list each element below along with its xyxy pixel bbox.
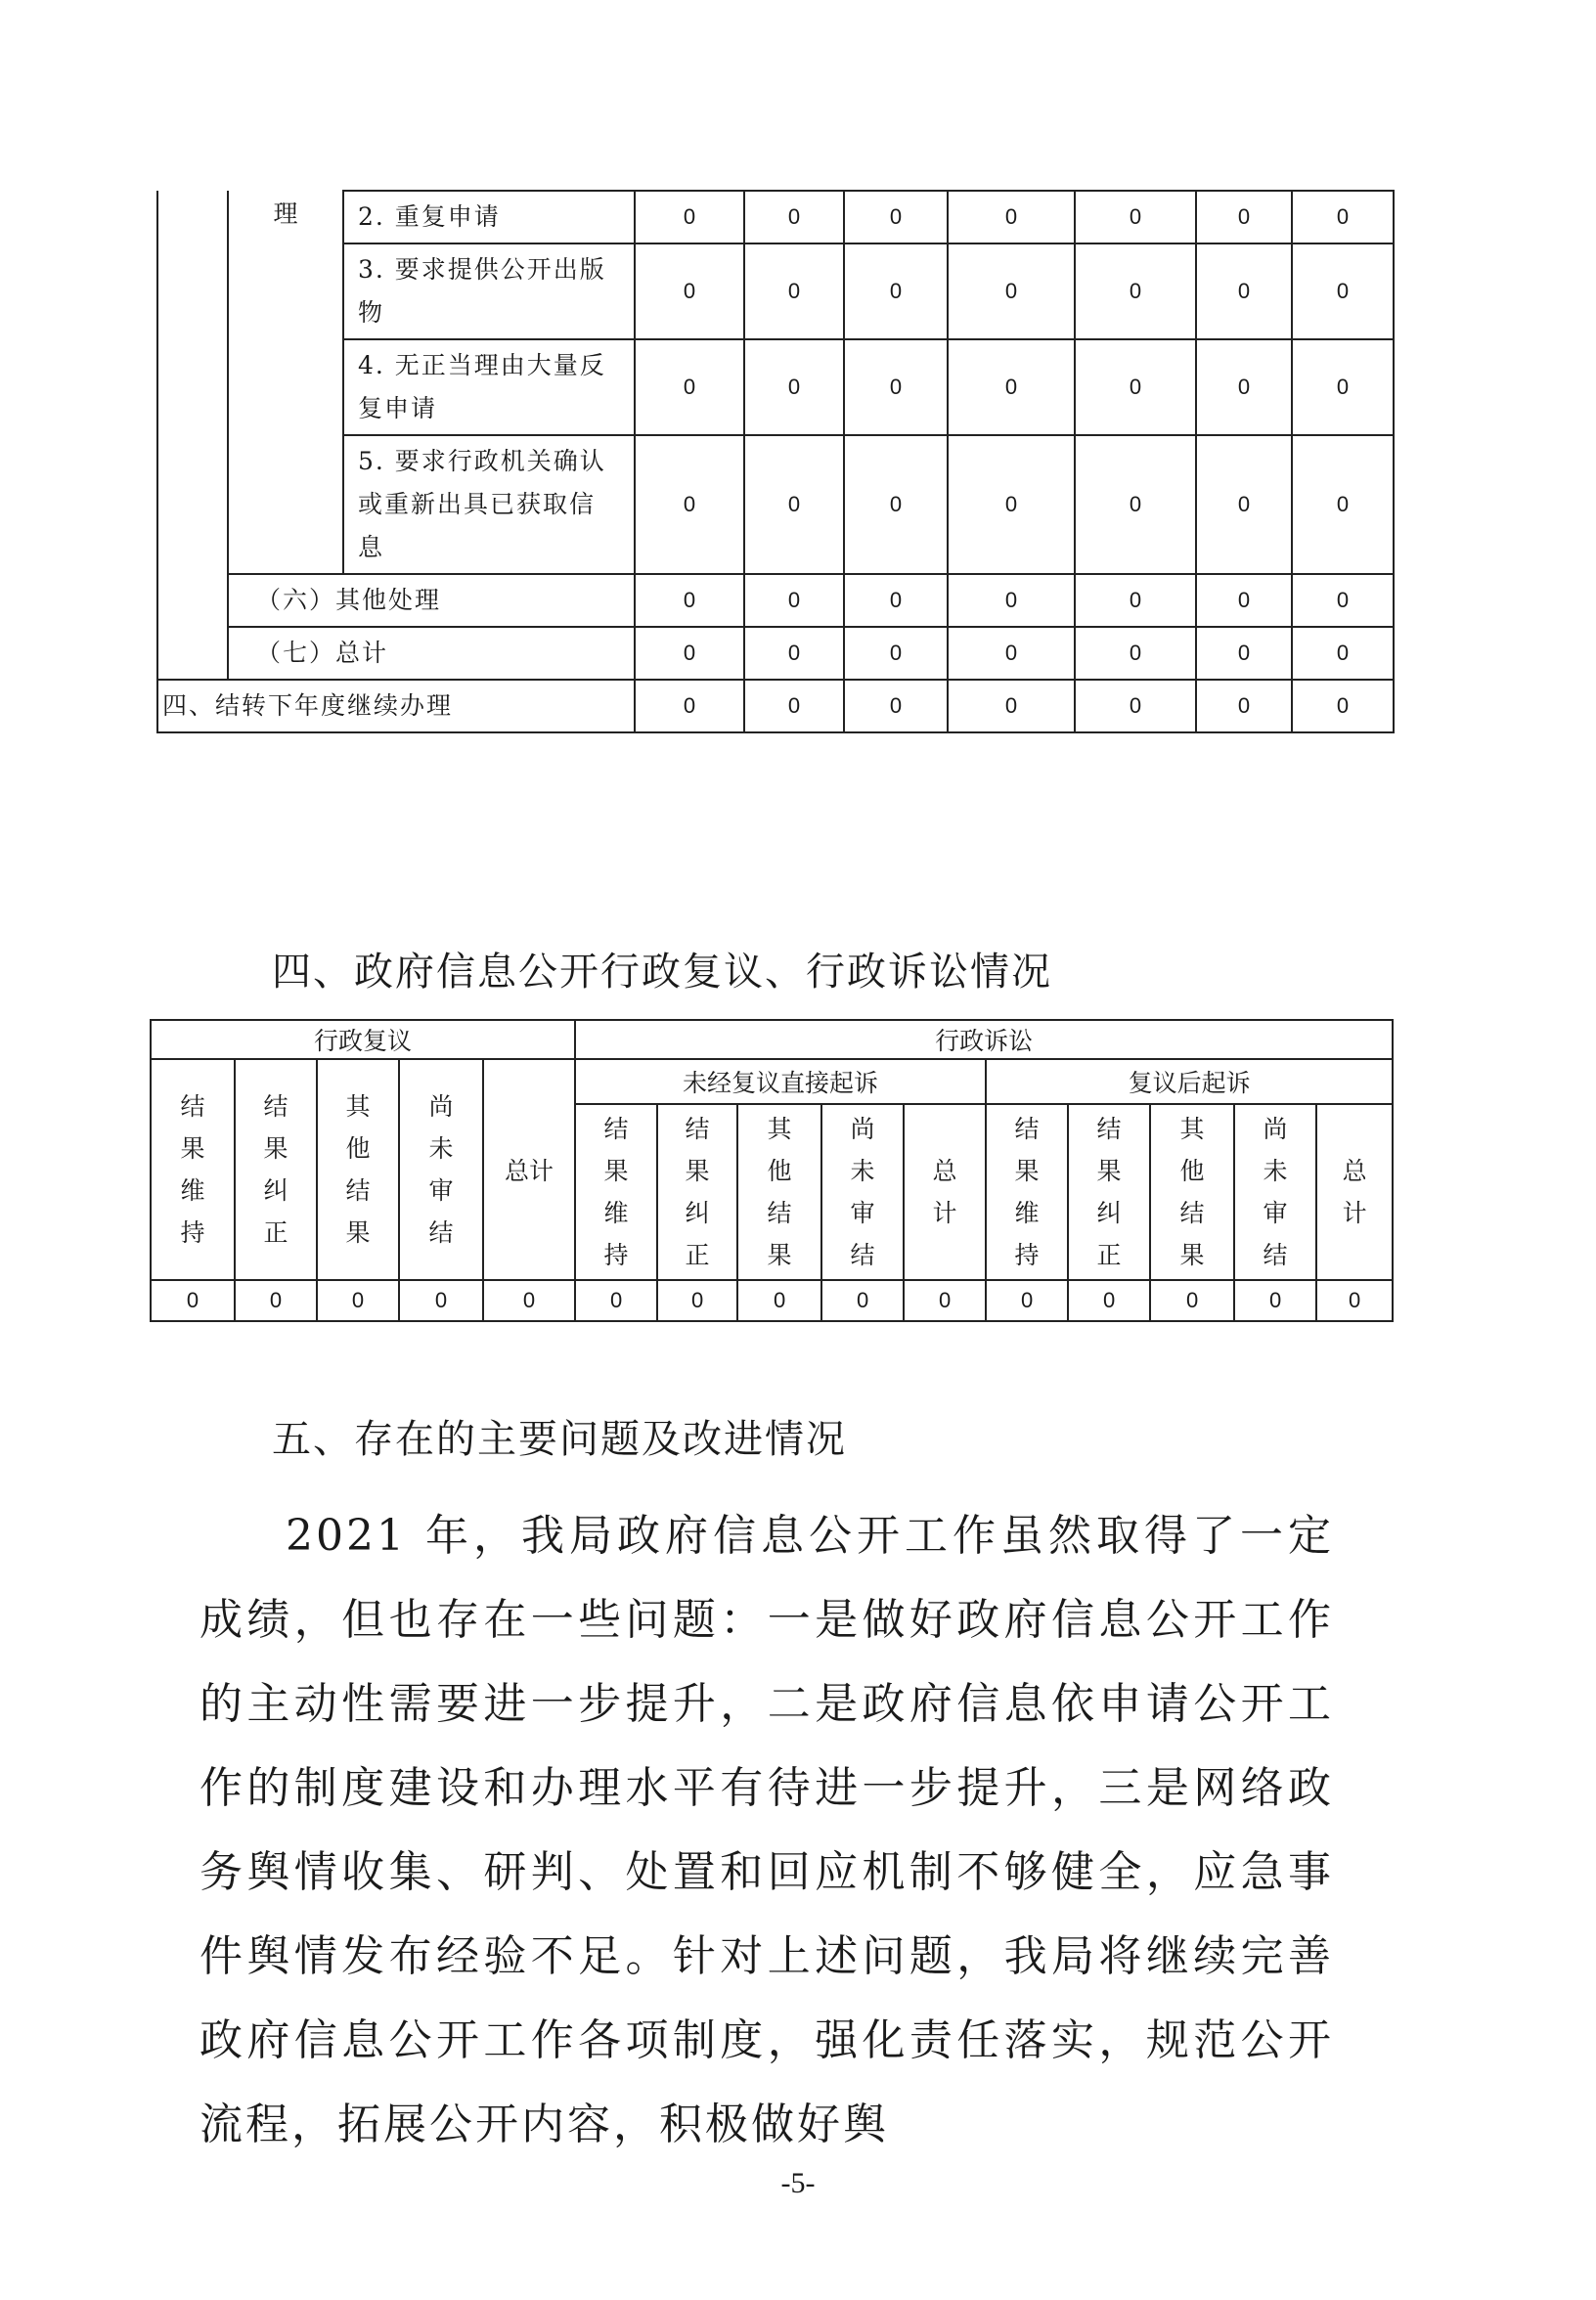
column-header: 结果纠正	[657, 1104, 737, 1280]
value-cell: 0	[1196, 191, 1292, 243]
value-cell: 0	[635, 574, 744, 627]
after-review-header: 复议后起诉	[986, 1059, 1393, 1104]
table-row	[157, 574, 1394, 627]
value-cell: 0	[744, 574, 844, 627]
column-header: 尚未审结	[821, 1104, 904, 1280]
value-cell: 0	[1292, 191, 1394, 243]
column-header: 结果维持	[986, 1104, 1068, 1280]
value-cell: 0	[986, 1280, 1068, 1321]
column-header: 总计	[483, 1059, 575, 1280]
value-cell: 0	[1075, 627, 1196, 680]
value-cell: 0	[1196, 574, 1292, 627]
value-cell: 0	[1292, 243, 1394, 339]
value-cell: 0	[1075, 191, 1196, 243]
column-header: 结果纠正	[1068, 1104, 1150, 1280]
column-header: 总计	[904, 1104, 986, 1280]
value-cell: 0	[1234, 1280, 1316, 1321]
value-cell: 0	[744, 191, 844, 243]
value-cell: 0	[151, 1280, 235, 1321]
table-row	[151, 1020, 1393, 1059]
value-cell: 0	[904, 1280, 986, 1321]
value-cell: 0	[1075, 574, 1196, 627]
row-label: 3. 要求提供公开出版物	[343, 243, 635, 339]
value-cell: 0	[483, 1280, 575, 1321]
value-cell: 0	[948, 680, 1075, 732]
row-label: 4. 无正当理由大量反复申请	[343, 339, 635, 435]
table-row	[151, 1059, 1393, 1104]
value-cell: 0	[1292, 339, 1394, 435]
value-cell: 0	[948, 627, 1075, 680]
column-header: 总计	[1316, 1104, 1393, 1280]
row-label: （七）总计	[228, 627, 635, 680]
section-4-title: 四、政府信息公开行政复议、行政诉讼情况	[272, 950, 1052, 995]
review-litigation-table	[150, 1019, 1394, 1322]
column-header: 尚未审结	[399, 1059, 483, 1280]
value-cell: 0	[948, 243, 1075, 339]
table-row	[157, 243, 1394, 339]
section-5-title: 五、存在的主要问题及改进情况	[272, 1417, 847, 1462]
value-cell: 0	[1196, 243, 1292, 339]
value-cell: 0	[844, 627, 948, 680]
value-cell: 0	[844, 191, 948, 243]
table-row	[151, 1280, 1393, 1321]
review-header: 行政复议	[151, 1020, 575, 1059]
value-cell: 0	[744, 339, 844, 435]
row-label: 5. 要求行政机关确认或重新出具已获取信息	[343, 435, 635, 574]
value-cell: 0	[635, 627, 744, 680]
value-cell: 0	[657, 1280, 737, 1321]
value-cell: 0	[844, 680, 948, 732]
column-header: 其他结果	[737, 1104, 821, 1280]
direct-suit-header: 未经复议直接起诉	[575, 1059, 986, 1104]
row-label: 四、结转下年度继续办理	[157, 680, 635, 732]
table-row	[157, 680, 1394, 732]
value-cell: 0	[1292, 435, 1394, 574]
value-cell: 0	[1196, 339, 1292, 435]
section-5-paragraph: 2021 年，我局政府信息公开工作虽然取得了一定成绩，但也存在一些问题：一是做好政府信息公开工作的主动性需要进一步提升，二是政府信息依申请公开工作的制度建设和办理水平有待进一步提升，三是网络政务舆情收集、研判、处置和回应机制不够健全，应急事件舆情发布经验不足。针对上述问题，我局将继续完善政府信息公开工作各项制度，强化责任落实，规范公开流程，拓展公开内容，积极做好舆	[200, 1511, 1334, 2149]
value-cell: 0	[744, 680, 844, 732]
table-row	[157, 627, 1394, 680]
value-cell: 0	[948, 435, 1075, 574]
value-cell: 0	[1075, 435, 1196, 574]
column-header: 其他结果	[1150, 1104, 1234, 1280]
application-handling-table-continuation	[156, 190, 1395, 733]
value-cell: 0	[744, 627, 844, 680]
category-cell: 理	[228, 191, 343, 574]
table-row	[157, 339, 1394, 435]
value-cell: 0	[1075, 243, 1196, 339]
value-cell: 0	[1292, 627, 1394, 680]
value-cell: 0	[1068, 1280, 1150, 1321]
value-cell: 0	[844, 339, 948, 435]
column-header: 尚未审结	[1234, 1104, 1316, 1280]
value-cell: 0	[575, 1280, 657, 1321]
value-cell: 0	[635, 243, 744, 339]
value-cell: 0	[737, 1280, 821, 1321]
value-cell: 0	[1196, 627, 1292, 680]
column-header: 结果纠正	[235, 1059, 317, 1280]
value-cell: 0	[235, 1280, 317, 1321]
value-cell: 0	[821, 1280, 904, 1321]
value-cell: 0	[317, 1280, 399, 1321]
value-cell: 0	[1196, 435, 1292, 574]
value-cell: 0	[1316, 1280, 1393, 1321]
value-cell: 0	[1150, 1280, 1234, 1321]
row-label: 2. 重复申请	[343, 191, 635, 243]
value-cell: 0	[399, 1280, 483, 1321]
value-cell: 0	[948, 191, 1075, 243]
value-cell: 0	[1196, 680, 1292, 732]
column-header: 结果维持	[575, 1104, 657, 1280]
value-cell: 0	[1292, 680, 1394, 732]
value-cell: 0	[744, 243, 844, 339]
section-5-body	[200, 1494, 1334, 2167]
value-cell: 0	[948, 574, 1075, 627]
column-header: 其他结果	[317, 1059, 399, 1280]
table-row	[157, 191, 1394, 243]
value-cell: 0	[948, 339, 1075, 435]
table-row	[157, 435, 1394, 574]
value-cell: 0	[1292, 574, 1394, 627]
value-cell: 0	[1075, 680, 1196, 732]
litigation-header: 行政诉讼	[575, 1020, 1393, 1059]
column-header: 结果维持	[151, 1059, 235, 1280]
value-cell: 0	[635, 191, 744, 243]
value-cell: 0	[844, 435, 948, 574]
value-cell: 0	[844, 574, 948, 627]
row-label: （六）其他处理	[228, 574, 635, 627]
value-cell: 0	[744, 435, 844, 574]
value-cell: 0	[844, 243, 948, 339]
value-cell: 0	[635, 680, 744, 732]
value-cell: 0	[1075, 339, 1196, 435]
value-cell: 0	[635, 435, 744, 574]
page-number: -5-	[780, 2167, 816, 2199]
value-cell: 0	[635, 339, 744, 435]
